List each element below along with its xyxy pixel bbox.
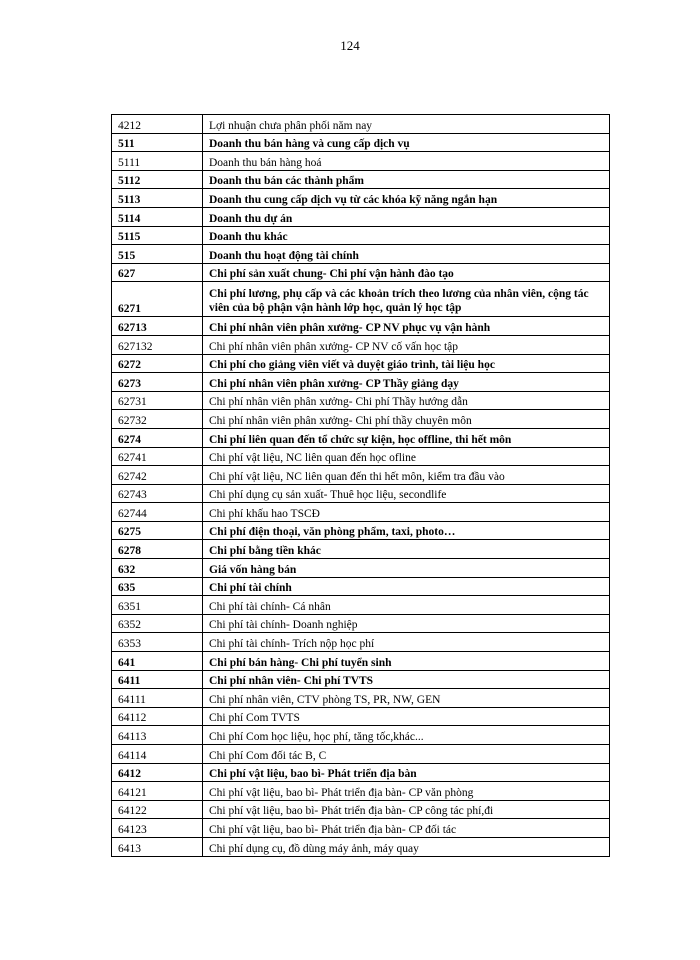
account-code: 62732 [112, 410, 203, 429]
account-name: Doanh thu bán hàng và cung cấp dịch vụ [203, 133, 610, 152]
account-name: Chi phí tài chính- Cá nhân [203, 596, 610, 615]
account-name: Chi phí tài chính- Trích nộp học phí [203, 633, 610, 652]
table-row [112, 410, 610, 429]
account-code: 64113 [112, 726, 203, 745]
account-code: 5112 [112, 170, 203, 189]
account-name: Chi phí Com TVTS [203, 707, 610, 726]
account-code: 5115 [112, 226, 203, 245]
account-name: Chi phí Com đối tác B, C [203, 745, 610, 764]
account-code: 6413 [112, 837, 203, 856]
account-name: Chi phí vật liệu, bao bì- Phát triển địa bàn [203, 763, 610, 782]
table-row [112, 428, 610, 447]
page-number: 124 [340, 38, 360, 53]
account-code: 6352 [112, 614, 203, 633]
account-name: Chi phí dụng cụ, đồ dùng máy ảnh, máy quay [203, 837, 610, 856]
account-name: Chi phí tài chính [203, 577, 610, 596]
table-row [112, 782, 610, 801]
table-row [112, 115, 610, 134]
account-name: Chi phí vật liệu, NC liên quan đến học ofline [203, 447, 610, 466]
table-row [112, 263, 610, 282]
table-row [112, 689, 610, 708]
account-code: 64111 [112, 689, 203, 708]
account-code: 511 [112, 133, 203, 152]
account-name: Chi phí liên quan đến tổ chức sự kiện, học offline, thi hết môn [203, 428, 610, 447]
table-row [112, 207, 610, 226]
table-row [112, 800, 610, 819]
table-row [112, 745, 610, 764]
account-code: 5111 [112, 152, 203, 171]
account-code: 6272 [112, 354, 203, 373]
account-table-body [112, 115, 610, 857]
account-code: 641 [112, 652, 203, 671]
table-row [112, 819, 610, 838]
account-name: Doanh thu hoạt động tài chính [203, 245, 610, 264]
table-row [112, 373, 610, 392]
account-name: Doanh thu cung cấp dịch vụ từ các khóa kỹ năng ngắn hạn [203, 189, 610, 208]
table-row [112, 189, 610, 208]
account-name: Giá vốn hàng bán [203, 559, 610, 578]
account-name: Chi phí nhân viên phân xưởng- CP NV phục vụ vận hành [203, 317, 610, 336]
table-row [112, 133, 610, 152]
account-name: Doanh thu bán hàng hoá [203, 152, 610, 171]
account-name: Chi phí nhân viên- Chi phí TVTS [203, 670, 610, 689]
account-code: 6274 [112, 428, 203, 447]
account-code: 6411 [112, 670, 203, 689]
table-row [112, 354, 610, 373]
table-row [112, 559, 610, 578]
table-row [112, 335, 610, 354]
account-code: 64123 [112, 819, 203, 838]
account-name: Chi phí nhân viên phân xưởng- CP Thầy giảng dạy [203, 373, 610, 392]
account-name: Chi phí vật liệu, bao bì- Phát triển địa bàn- CP đối tác [203, 819, 610, 838]
account-name: Chi phí nhân viên phân xưởng- Chi phí Thầy hướng dẫn [203, 391, 610, 410]
table-row [112, 466, 610, 485]
account-code: 632 [112, 559, 203, 578]
account-name: Chi phí điện thoại, văn phòng phẩm, taxi, photo… [203, 521, 610, 540]
account-name: Chi phí Com học liệu, học phí, tăng tốc,khác... [203, 726, 610, 745]
table-row [112, 226, 610, 245]
account-name: Doanh thu bán các thành phẩm [203, 170, 610, 189]
account-code: 62743 [112, 484, 203, 503]
table-row [112, 614, 610, 633]
account-name: Chi phí bằng tiền khác [203, 540, 610, 559]
account-name: Chi phí lương, phụ cấp và các khoản trích theo lương của nhân viên, cộng tác viên của bộ phận vận hành lớp học, quản lý học tập [203, 282, 610, 317]
table-row [112, 317, 610, 336]
account-code: 64114 [112, 745, 203, 764]
account-code: 5113 [112, 189, 203, 208]
account-code: 6275 [112, 521, 203, 540]
account-name: Chi phí tài chính- Doanh nghiệp [203, 614, 610, 633]
account-name: Doanh thu khác [203, 226, 610, 245]
account-code: 6273 [112, 373, 203, 392]
account-code: 62731 [112, 391, 203, 410]
table-row [112, 503, 610, 522]
account-name: Chi phí vật liệu, bao bì- Phát triển địa bàn- CP văn phòng [203, 782, 610, 801]
account-code: 6271 [112, 282, 203, 317]
table-row [112, 577, 610, 596]
table-row [112, 596, 610, 615]
table-row [112, 837, 610, 856]
account-name: Lợi nhuận chưa phân phối năm nay [203, 115, 610, 134]
account-code: 4212 [112, 115, 203, 134]
table-row [112, 170, 610, 189]
table-row [112, 540, 610, 559]
account-code: 627 [112, 263, 203, 282]
table-row [112, 633, 610, 652]
account-name: Chi phí cho giảng viên viết và duyệt giáo trình, tài liệu học [203, 354, 610, 373]
account-name: Chi phí bán hàng- Chi phí tuyển sinh [203, 652, 610, 671]
account-code: 6351 [112, 596, 203, 615]
account-code: 6278 [112, 540, 203, 559]
account-name: Chi phí nhân viên phân xưởng- Chi phí thầy chuyên môn [203, 410, 610, 429]
account-name: Chi phí nhân viên, CTV phòng TS, PR, NW, GEN [203, 689, 610, 708]
account-table [111, 114, 610, 857]
account-code: 62741 [112, 447, 203, 466]
account-name: Chi phí vật liệu, NC liên quan đến thi hết môn, kiểm tra đầu vào [203, 466, 610, 485]
account-code: 62742 [112, 466, 203, 485]
account-code: 62744 [112, 503, 203, 522]
account-code: 5114 [112, 207, 203, 226]
account-name: Chi phí sản xuất chung- Chi phí vận hành đào tạo [203, 263, 610, 282]
table-row [112, 652, 610, 671]
account-name: Chi phí khấu hao TSCĐ [203, 503, 610, 522]
account-code: 6412 [112, 763, 203, 782]
account-code: 627132 [112, 335, 203, 354]
table-row [112, 282, 610, 317]
table-row [112, 152, 610, 171]
account-code: 64122 [112, 800, 203, 819]
table-row [112, 521, 610, 540]
account-code: 62713 [112, 317, 203, 336]
account-name: Chi phí vật liệu, bao bì- Phát triển địa bàn- CP công tác phí,đi [203, 800, 610, 819]
table-row [112, 447, 610, 466]
table-row [112, 707, 610, 726]
account-code: 6353 [112, 633, 203, 652]
account-code: 64112 [112, 707, 203, 726]
table-row [112, 763, 610, 782]
table-row [112, 484, 610, 503]
table-row [112, 245, 610, 264]
account-name: Doanh thu dự án [203, 207, 610, 226]
table-row [112, 670, 610, 689]
table-row [112, 391, 610, 410]
account-name: Chi phí dụng cụ sản xuất- Thuê học liệu, secondlife [203, 484, 610, 503]
account-name: Chi phí nhân viên phân xưởng- CP NV cố vấn học tập [203, 335, 610, 354]
account-code: 64121 [112, 782, 203, 801]
account-code: 635 [112, 577, 203, 596]
account-code: 515 [112, 245, 203, 264]
table-row [112, 726, 610, 745]
